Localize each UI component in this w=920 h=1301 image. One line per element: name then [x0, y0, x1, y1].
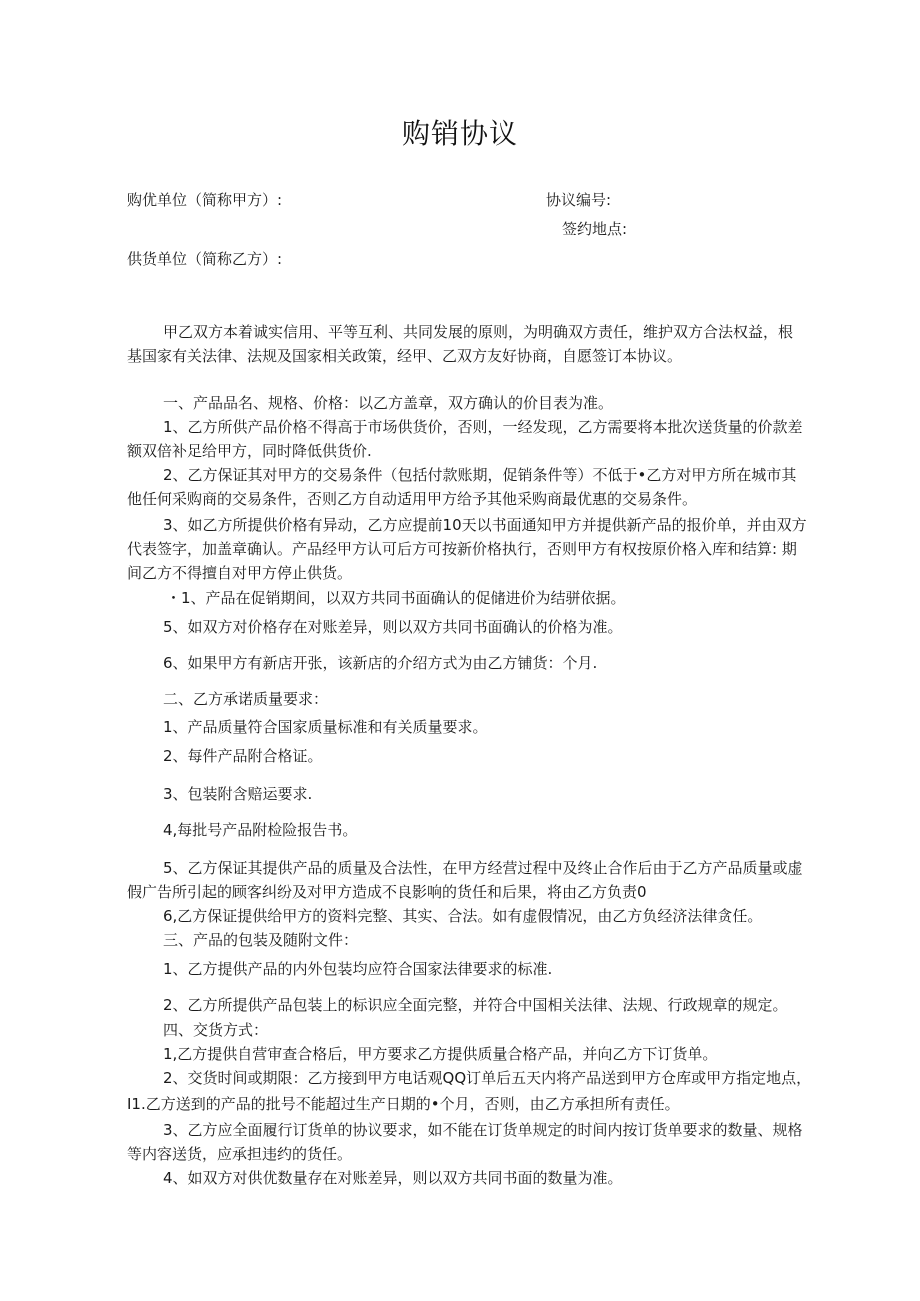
s1-p2-line-1: 2、乙方保证其对甲方的交易条件（包括付款账期，促销条件等）不低于•乙方对甲方所在城市其 — [163, 466, 797, 484]
s4-p3-line-2: 等内容送货，应承担违约的货任。 — [127, 1145, 353, 1163]
s2-p4: 4,每批号产品附检险报告书。 — [163, 821, 358, 839]
s1-p3-line-1: 3、如乙方所提供价格有异动，乙方应提前10天以书面通知甲方并提供新产品的报价单，并由双方 — [163, 516, 807, 534]
s4-p1: 1,乙方提供自营审查合格后，甲方要求乙方提供质量合格产品，并向乙方下订货单。 — [163, 1045, 718, 1063]
intro-line-2: 基国家有关法律、法规及国家相关政策，经甲、乙双方友好协商，自愿签订本协议。 — [127, 347, 683, 365]
s1-p3-line-3: 间乙方不得擅自对甲方停止供货。 — [127, 564, 353, 582]
s4-p4: 4、如双方对供优数量存在对账差异，则以双方共同书面的数量为准。 — [163, 1169, 623, 1187]
s4-p2-line-2: I1.乙方送到的产品的批号不能超过生产日期的•个月，否则，由乙方承担所有责任。 — [127, 1095, 680, 1113]
s3-p1: 1、乙方提供产品的内外包装均应符合国家法律要求的标准. — [163, 960, 553, 978]
s2-p5-line-2: 假广告所引起的顾客纠纷及对甲方造成不良影响的货任和后果，将由乙方负责0 — [127, 883, 647, 901]
s1-p6: 6、如果甲方有新店开张，该新店的介绍方式为由乙方铺货：个月. — [163, 654, 598, 672]
s2-p6: 6,乙方保证提供给甲方的资料完整、其实、合法。如有虚假情况，由乙方负经济法律贪任。 — [163, 907, 763, 925]
section1-heading: 一、产品品名、规格、价格：以乙方盖章，双方确认的价目表为准。 — [163, 394, 614, 412]
section4-heading: 四、交货方式： — [163, 1021, 269, 1039]
agreement-no-label: 协议编号: — [546, 191, 612, 209]
s1-p5: 5、如双方对价格存在对账差异，则以双方共同书面确认的价格为准。 — [163, 618, 623, 636]
document-title: 购销协议 — [401, 117, 518, 150]
s4-p2-line-1: 2、交货时间或期限：乙方接到甲方电话观QQ订单后五天内将产品送到甲方仓库或甲方指定地点， — [163, 1069, 812, 1087]
s1-p1-line-2: 额双倍补足给甲方，同时降低供货价. — [127, 442, 372, 460]
s1-p4: ・1、产品在促销期间，以双方共同书面确认的促储进价为结骈依据。 — [166, 589, 626, 607]
buyer-label: 购优单位（简称甲方）: — [127, 191, 283, 209]
s1-p3-line-2: 代表签字，加盖章确认。产品经甲方认可后方可按新价格执行，否则甲方有权按原价格入库和结算: 期 — [127, 540, 797, 558]
s2-p1: 1、产品质量符合国家质量标准和有关质量要求。 — [163, 718, 488, 736]
s4-p3-line-1: 3、乙方应全面履行订货单的协议要求，如不能在订货单规定的时间内按订货单要求的数量、规格 — [163, 1121, 803, 1139]
section3-heading: 三、产品的包装及随附文件： — [163, 931, 359, 949]
s1-p1-line-1: 1、乙方所供产品价格不得高于市场供货价，否则，一经发现，乙方需要将本批次送货量的价款差 — [163, 418, 803, 436]
sign-place-label: 签约地点: — [562, 220, 628, 238]
s3-p2: 2、乙方所提供产品包装上的标识应全面完整，并符合中国相关法律、法规、行政规章的规定。 — [163, 996, 788, 1014]
supplier-label: 供货单位（简称乙方）: — [127, 250, 283, 268]
s2-p2: 2、每件产品附合格证。 — [163, 747, 323, 765]
section2-heading: 二、乙方承诺质量要求： — [163, 690, 329, 708]
s1-p2-line-2: 他任何采购商的交易条件，否则乙方自动适用甲方给予其他采购商最优惠的交易条件。 — [127, 490, 698, 508]
s2-p3: 3、包装附含赔运要求. — [163, 785, 313, 803]
s2-p5-line-1: 5、乙方保证其提供产品的质量及合法性，在甲方经营过程中及终止合作后由于乙方产品质量或虚 — [163, 859, 803, 877]
intro-line-1: 甲乙双方本着诚实信用、平等互利、共同发展的原则，为明确双方责任，维护双方合法权益，根 — [163, 323, 794, 341]
